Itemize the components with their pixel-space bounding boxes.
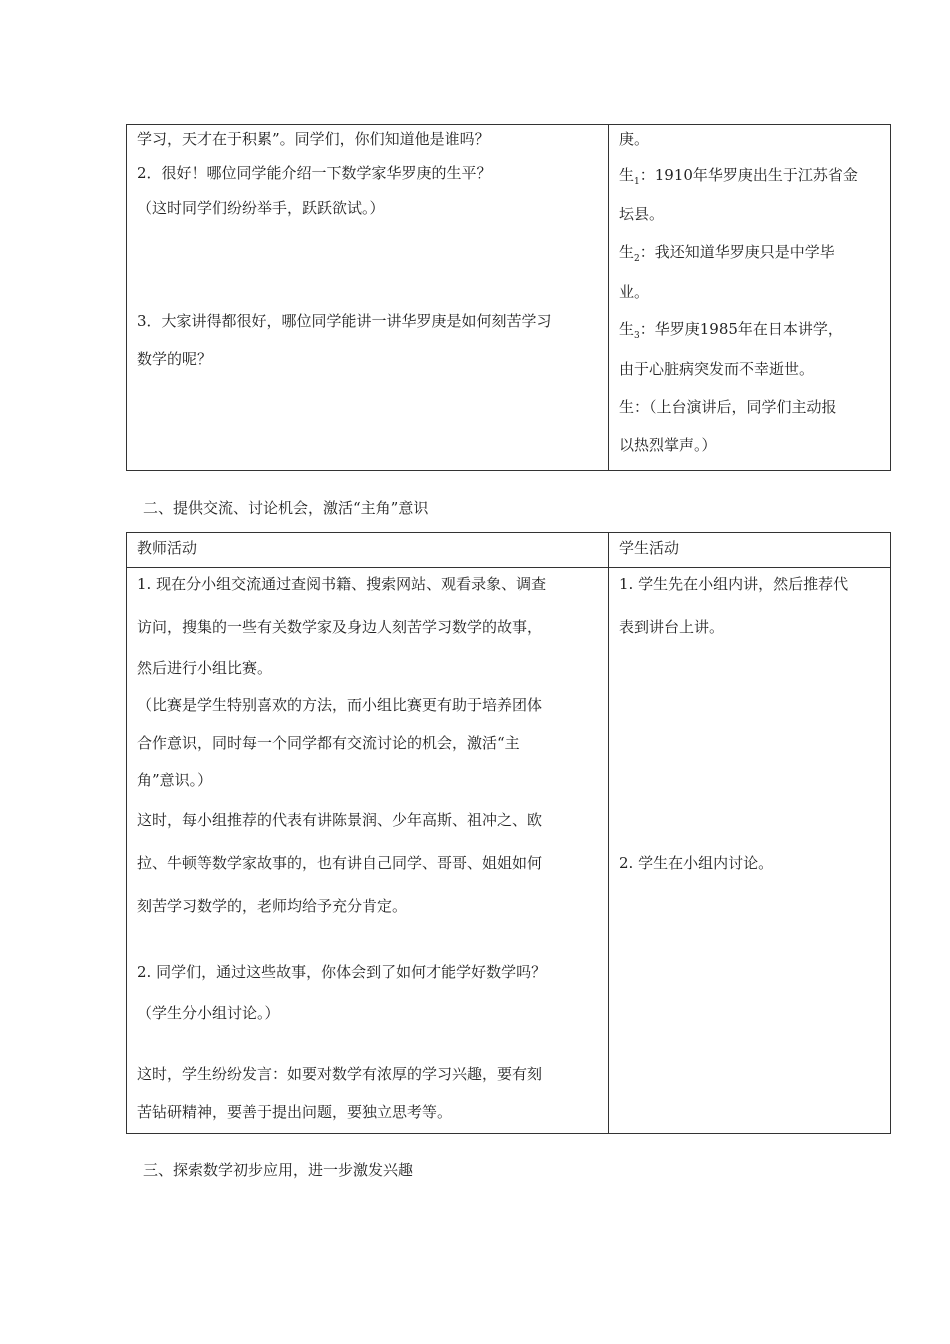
student-line: 业。 xyxy=(619,283,650,301)
student-line: 1. 学生先在小组内讲，然后推荐代 xyxy=(619,575,849,593)
student-line: 生$_3$：华罗庚1985年在日本讲学， xyxy=(619,320,843,341)
teacher-line: 1. 现在分小组交流通过查阅书籍、搜索网站、观看录象、调查 xyxy=(137,575,547,593)
teacher-line: 3．大家讲得都很好，哪位同学能讲一讲华罗庚是如何刻苦学习 xyxy=(137,312,552,330)
student-activity-cell xyxy=(609,125,890,470)
student-line: 生$_1$：1910年华罗庚出生于江苏省金 xyxy=(619,166,858,187)
student-line: 庚。 xyxy=(619,130,650,148)
teacher-line: 拉、牛顿等数学家故事的，也有讲自己同学、哥哥、姐姐如何 xyxy=(137,854,543,872)
teacher-line: 学习，天才在于积累”。同学们，你们知道他是谁吗？ xyxy=(137,130,490,148)
teacher-line: 访问，搜集的一些有关数学家及身边人刻苦学习数学的故事， xyxy=(137,618,543,636)
teacher-line: 这时，学生纷纷发言：如要对数学有浓厚的学习兴趣，要有刻 xyxy=(137,1065,543,1083)
teacher-line: 刻苦学习数学的，老师均给予充分肯定。 xyxy=(137,897,408,915)
student-line: 以热烈掌声。） xyxy=(619,436,717,454)
teacher-line: （这时同学们纷纷举手，跃跃欲试。） xyxy=(137,199,385,217)
teacher-line: 这时，每小组推荐的代表有讲陈景润、少年高斯、祖冲之、欧 xyxy=(137,811,543,829)
student-activity-cell xyxy=(609,533,890,1133)
teacher-activity-cell xyxy=(127,533,609,1133)
column-header: 学生活动 xyxy=(619,539,680,557)
lesson-table-1 xyxy=(126,124,891,471)
section-heading: 二、提供交流、讨论机会，激活“主角”意识 xyxy=(143,499,429,517)
teacher-line: （学生分小组讨论。） xyxy=(137,1004,280,1022)
teacher-line: 2．很好！哪位同学能介绍一下数学家华罗庚的生平？ xyxy=(137,164,492,182)
student-line: 由于心脏病突发而不幸逝世。 xyxy=(619,360,815,378)
teacher-line: 数学的呢？ xyxy=(137,350,213,368)
student-line: 2. 学生在小组内讨论。 xyxy=(619,854,774,872)
student-line: 坛县。 xyxy=(619,205,665,223)
teacher-line: （比赛是学生特别喜欢的方法，而小组比赛更有助于培养团体 xyxy=(137,696,543,714)
teacher-line: 苦钻研精神，要善于提出问题，要独立思考等。 xyxy=(137,1103,453,1121)
student-line: 生：（上台演讲后，同学们主动报 xyxy=(619,398,837,416)
student-line: 表到讲台上讲。 xyxy=(619,618,725,636)
lesson-table-2 xyxy=(126,532,891,1134)
header-divider xyxy=(127,567,890,568)
teacher-line: 2. 同学们，通过这些故事，你体会到了如何才能学好数学吗？ xyxy=(137,963,547,981)
teacher-line: 合作意识，同时每一个同学都有交流讨论的机会，激活“主 xyxy=(137,734,520,752)
student-line: 生$_2$：我还知道华罗庚只是中学毕 xyxy=(619,243,835,264)
column-header: 教师活动 xyxy=(137,539,198,557)
section-heading: 三、探索数学初步应用，进一步激发兴趣 xyxy=(143,1161,414,1179)
teacher-line: 然后进行小组比赛。 xyxy=(137,659,273,677)
teacher-activity-cell xyxy=(127,125,609,470)
teacher-line: 角”意识。） xyxy=(137,771,213,789)
